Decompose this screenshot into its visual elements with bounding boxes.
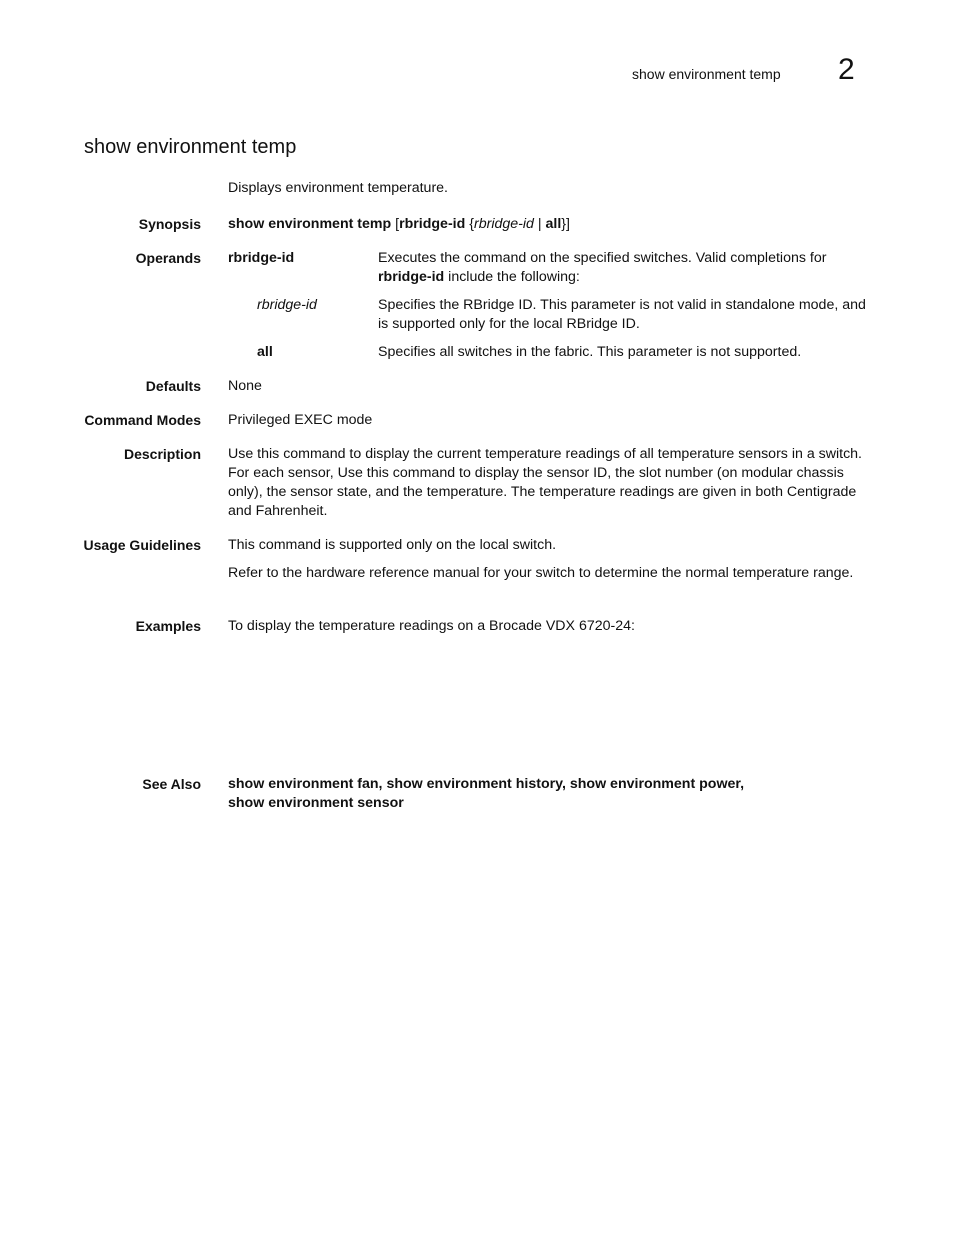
suboperand-all-desc: Specifies all switches in the fabric. This parameter is not supported. — [378, 344, 802, 360]
running-header-title: show environment temp — [632, 66, 781, 82]
see-also-label: See Also — [142, 776, 201, 792]
operand-desc-part-b: include the following: — [444, 269, 580, 285]
page-title: show environment temp — [84, 136, 297, 158]
operand-desc-part-a: Executes the command on the specified switches. Valid completions for — [378, 250, 827, 266]
summary-text: Displays environment temperature. — [228, 180, 449, 196]
synopsis-open-brace: { — [465, 216, 474, 232]
operands-label: Operands — [135, 250, 201, 266]
examples-text: To display the temperature readings on a Brocade VDX 6720-24: — [228, 618, 635, 634]
synopsis-param-value: rbridge-id — [473, 216, 534, 232]
suboperand-rbridge-id-desc: Specifies the RBridge ID. This parameter is not valid in standalone mode, and is supported only for the local RBridge ID. — [378, 297, 866, 332]
usage-guidelines-para2: Refer to the hardware reference manual for your switch to determine the normal temperature range. — [228, 565, 854, 581]
operand-rbridge-id-desc — [378, 249, 873, 287]
synopsis-text — [228, 215, 873, 234]
synopsis-param: rbridge-id — [399, 216, 466, 232]
defaults-text: None — [228, 378, 262, 394]
synopsis-pipe: | — [533, 216, 546, 232]
see-also-line2: show environment sensor — [228, 795, 404, 811]
see-also-line1: show environment fan, show environment history, show environment power, — [228, 776, 745, 792]
defaults-label: Defaults — [145, 378, 201, 394]
suboperand-all-name: all — [257, 344, 273, 360]
synopsis-label: Synopsis — [138, 216, 201, 232]
synopsis-open-bracket: [ — [391, 216, 400, 232]
operand-desc-bold: rbridge-id — [378, 269, 445, 285]
examples-label: Examples — [135, 618, 201, 634]
synopsis-close: }] — [561, 216, 570, 232]
usage-guidelines-label: Usage Guidelines — [83, 537, 201, 553]
description-text: Use this command to display the current temperature readings of all temperature sensors in a switch. For each sensor, Use this command to display the sensor ID, the slot number (on modular chassis only), the sensor state, and the temperature. The temperature readings are given in both Centigrade and Fahrenheit. — [228, 446, 863, 519]
description-label: Description — [123, 446, 201, 462]
suboperand-rbridge-id-name: rbridge-id — [257, 297, 317, 313]
command-modes-label: Command Modes — [84, 412, 201, 428]
operand-rbridge-id-name: rbridge-id — [228, 250, 295, 266]
chapter-number: 2 — [838, 53, 855, 86]
synopsis-command: show environment temp — [228, 216, 392, 232]
usage-guidelines-para1: This command is supported only on the local switch. — [228, 537, 557, 553]
synopsis-all: all — [545, 216, 562, 232]
command-modes-text: Privileged EXEC mode — [228, 412, 373, 428]
